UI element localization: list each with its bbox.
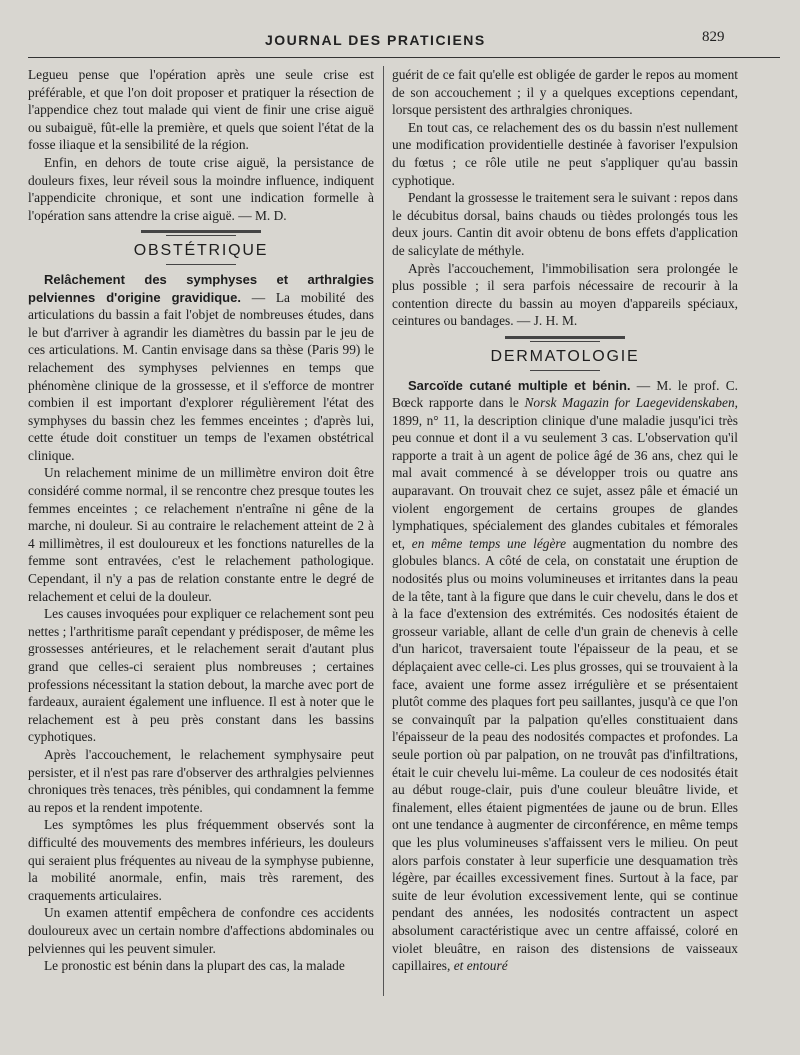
section-title-obstetrique: OBSTÉTRIQUE [133, 242, 269, 260]
article-paragraph [28, 271, 374, 465]
article-text: , 1899, n° 11, la description clinique d'une maladie jusqu'ici très peu connue et dont il a vu seulement 3 cas. L'observation qu'il rapporte a trait à un agent de police âgé de 36 ans, chez qui le mal avait commencé à se développer trois ou quatre ans auparavant. On trouvait chez ce sujet, assez pâle et émacié un violent engorgement de certains groupes de glandes lymphatiques, spécialement des glandes cubitales et fémorales et, [392, 395, 738, 551]
paragraph: Après l'accouchement, le relachement symphysaire peut persister, et il n'est pas rare d'observer des arthralgies pelviennes chroniques très tenaces, très pénibles, qui condamnent la femme au repos et la rendent impotente. [28, 746, 374, 815]
article-title: Relâchement des symphyses et arthralgies pelviennes d'origine gravidique. [28, 271, 374, 305]
article-paragraph [392, 377, 738, 975]
paragraph: En tout cas, ce relachement des os du bassin n'est nullement une modification providentielle destinée à favoriser l'expulsion du fœtus ; ce rôle utile ne peut s'appliquer qu'au bassin cyphotique. [392, 119, 738, 188]
page-header [0, 28, 800, 54]
paragraph: Legueu pense que l'opération après une seule crise est préférable, et que l'on doit proposer et pratiquer la résection de l'appendice chez tout malade qui vient de finir une crise aiguë ou subaiguë, fût-elle la première, et quels que soient l'état de la fosse iliaque et la sensibilité de la région. [28, 67, 374, 153]
paragraph: Après l'accouchement, l'immobilisation sera prolongée le plus possible ; il sera parfois nécessaire de recourir à la contention directe du bassin au moyen d'appareils spéciaux, ceintures ou bandages. — J. H. M. [392, 260, 738, 329]
page-number: 829 [702, 29, 725, 45]
italic-phrase: en même temps une légère [411, 535, 567, 551]
section-ornament [28, 264, 374, 265]
right-column [392, 66, 738, 975]
section-ornament [392, 336, 738, 342]
article-text: — M. le prof. C. Bœck rapporte dans le [392, 377, 739, 411]
paragraph: Pendant la grossesse le traitement sera le suivant : repos dans le décubitus dorsal, bains chauds ou tièdes prolongés tous les deux jours. Cantin dit avoir obtenu de bons effets d'application de salicylate de méthyle. [392, 190, 738, 258]
paragraph: Les causes invoquées pour expliquer ce relachement sont peu nettes ; l'arthritisme paraît cependant y prédisposer, de même les grossesses antérieures, et le relachement serait d'autant plus grand que celles-ci seraient plus nombreuses ; certaines professions nécessitant la station debout, la marche avec port de fardeaux, auraient également une influence. Il est à noter que le relachement est à peu près constant dans les bassins cyphotiques. [28, 606, 374, 745]
paragraph: Un examen attentif empêchera de confondre ces accidents douloureux avec un certain nombre d'affections abdominales ou pelviennes qui les peuvent simuler. [28, 905, 374, 956]
section-title-dermatologie: DERMATOLOGIE [490, 347, 640, 365]
header-rule [28, 57, 780, 58]
section-ornament [28, 230, 374, 236]
article-text: augmentation du nombre des globules blancs. A côté de cela, on constatait une éruption de nodosités plus ou moins volumineuses et irritantes dans la peau de la tête, tant à la figure que dans le cuir chevelu, dans le dos et à la face d'extension des extrémités. Ces nodosités étaient de grosseur variable, allant de celle d'un grain de chenevis à celle d'un haricot, traversaient toute l'épaisseur de la peau, et se déplaçaient avec celle-ci. Les plus grosses, qui se trouvaient à la face, avaient une forme assez irrégulière et se présentaient plutôt comme des plaques fort peu saillantes, jusqu'à ce que l'on se convainquît par la palpation qu'elles constituaient dans l'épaisseur de la peau des nodosités compactes et profondes. La seule portion où par palpation, on ne trouvât pas d'infiltrations, était le cuir chevelu lui-même. La couleur de ces nodosités était au début rouge-clair, puis d'une couleur bleuâtre livide, et finalement, elles étaient pigmentées de jaune ou de brun. Elles ont une tendance à augmenter de circonférence, en même temps que les plus volumineuses s'affaissent vers le milieu. On peut alors parfois constater à leur superficie une desquamation très légère, par écailles excessivement fines. Surtout à la face, par suite de leur évolution excessivement lente, qui se continue pendant des années, les nodosités contractent un aspect absolument caractéristique avec un centre affaissé, coloré en violet bleuâtre, en raison des distensions de vaisseaux capillaires, [392, 535, 739, 974]
paragraph: Les symptômes les plus fréquemment observés sont la difficulté des mouvements des membres inférieurs, les douleurs qui seraient plus fréquentes au niveau de la symphyse pubienne, la mobilité anormale, enfin, mais très rarement, des craquements articulaires. [28, 817, 374, 903]
section-ornament [392, 370, 738, 371]
paragraph: guérit de ce fait qu'elle est obligée de garder le repos au moment de son accouchement ; il y a quelques exceptions cependant, lorsque persistent des arthralgies chroniques. [392, 67, 738, 118]
column-divider [383, 66, 384, 996]
paragraph: Un relachement minime de un millimètre environ doit être considéré comme normal, il se rencontre chez presque toutes les femmes enceintes ; ce relachement n'entraîne ni gêne de la marche, ni douleur. Si au contraire le relachement atteint de 2 à 4 millimètres, il est douloureux et les fonctions naturelles de la femme sont entravées, c'est le relachement pathologique. Cependant, il n'y a pas de relation constante entre le degré de relachement et celui de la douleur. [28, 465, 374, 604]
paragraph: Le pronostic est bénin dans la plupart des cas, la malade [44, 958, 345, 974]
article-intro: — La mobilité des articulations du bassin a fait l'objet de nombreuses études, dans le but d'arriver à agrandir les diamètres du bassin par le jeu de ces articulations. M. Cantin envisage dans sa thèse (Paris 99) le relachement des symphyses pelviennes en temps que phénomène clinique de la grossesse, et il s'efforce de montrer combien il est important d'explorer régulièrement l'état des symphyses du bassin chez les femmes enceintes ; d'après lui, cette étude doit constituer un temps de l'examen obstétrical clinique. [28, 289, 374, 463]
journal-title: JOURNAL DES PRATICIENS [265, 32, 486, 48]
paragraph: Enfin, en dehors de toute crise aiguë, la persistance de douleurs fixes, leur réveil sous la moindre influence, indiquent l'appendicite chronique, et sont une indication formelle à l'opération sans attendre la crise aiguë. — M. D. [28, 154, 374, 223]
article-end: et entouré [453, 958, 508, 974]
article-title: Sarcoïde cutané multiple et bénin. [408, 377, 631, 393]
journal-name: Norsk Magazin for Laegevidenskaben [524, 395, 735, 411]
left-column [28, 66, 374, 975]
